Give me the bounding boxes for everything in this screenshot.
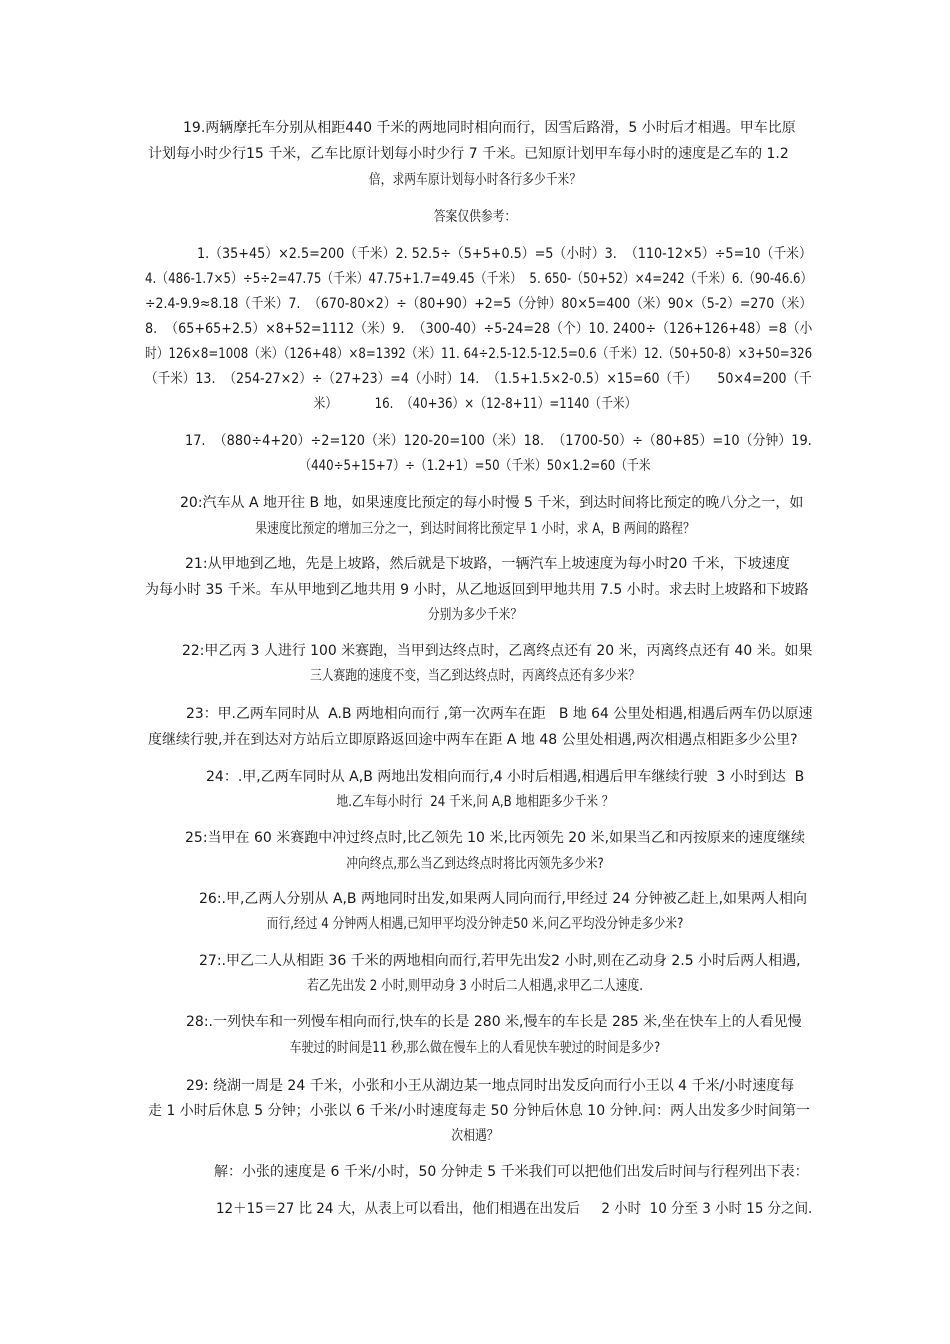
text-line: 倍，求两车原计划每小时各行多少千米？ bbox=[368, 172, 582, 188]
text-line: 1.（35+45）×2.5=200（千米）2. 52.5÷（5+5+0.5）=5（小时）3. （110-12×5）÷5=10（千米） bbox=[197, 246, 812, 262]
text-line: 时）126×8=1008（米）（126+48）×8=1392（米）11. 64÷2.5-12.5-12.5=0.6（千米）12.（50+50-8）×3+50=326 bbox=[145, 346, 813, 362]
text-line: 而行,经过 4 分钟两人相遇,已知甲平均没分钟走50 米,问乙平均没分钟走多少米? bbox=[266, 916, 684, 932]
text-line: 8. （65+65+2.5）×8+52=1112（米）9. （300-40）÷5-24=28（个）10. 2400÷（126+126+48）=8（小 bbox=[145, 321, 813, 337]
text-line: 26:.甲,乙两人分别从 A,B 两地同时出发,如果两人同向而行,甲经过 24 分钟被乙赶上,如果两人相向 bbox=[199, 891, 808, 907]
text-line: 果速度比预定的增加三分之一，到达时间将比预定早 1 小时，求 A，B 两间的路程？ bbox=[255, 521, 695, 537]
text-line: 三人赛跑的速度不变，当乙到达终点时，丙离终点还有多少米？ bbox=[309, 668, 641, 684]
text-line: 度继续行驶,并在到达对方站后立即原路返回途中两车在距 A 地 48 公里处相遇,两次相遇点相距多少公里? bbox=[148, 732, 798, 748]
text-line: 29: 绕湖一周是 24 千米，小张和小王从湖边某一地点同时出发反向而行小王以 4 千米/小时速度每 bbox=[186, 1078, 795, 1094]
text-line: 地.乙车每小时行 24 千米,问 A,B 地相距多少千米 ？ bbox=[336, 794, 614, 810]
text-line: （440÷5+15+7）÷（1.2+1）=50（千米）50×1.2=60（千米 bbox=[299, 458, 651, 474]
text-line: 次相遇？ bbox=[451, 1128, 499, 1144]
text-line: 27:.甲乙二人从相距 36 千米的两地相向而行,若甲先出发2 小时,则在乙动身 2.5 小时后两人相遇, bbox=[199, 953, 801, 969]
text-line: 25:当甲在 60 米赛跑中冲过终点时,比乙领先 10 米,比丙领先 20 米,如果当乙和丙按原来的速度继续 bbox=[185, 830, 806, 846]
text-line: 24：.甲,乙两车同时从 A,B 两地出发相向而行,4 小时后相遇,相遇后甲车继续行驶 3 小时到达 B bbox=[206, 769, 805, 785]
text-line: 车驶过的时间是11 秒,那么做在慢车上的人看见快车驶过的时间是多少? bbox=[289, 1040, 661, 1056]
text-line: 米） 16. （40+36）×（12-8+11）=1140（千米） bbox=[313, 396, 637, 412]
text-line: 28:.一列快车和一列慢车相向而行,快车的长是 280 米,慢车的车长是 285 米,坐在快车上的人看见慢 bbox=[186, 1014, 802, 1030]
text-line: 17. （880÷4+20）÷2=120（米）120-20=100（米）18. （1700-50）÷（80+85）=10（分钟）19. bbox=[185, 433, 812, 449]
text-line: 4.（486-1.7×5）÷5÷2=47.75（千米）47.75+1.7=49.45（千米） 5. 650-（50+52）×4=242（千米）6.（90-46.6） bbox=[145, 271, 813, 287]
text-line: 23：甲.乙两车同时从 A.B 两地相向而行 ,第一次两车在距 B 地 64 公里处相遇,相遇后两车仍以原速 bbox=[186, 706, 813, 722]
text-line: （千米）13. （254-27×2）÷（27+23）=4（小时）14. （1.5+1.5×2-0.5）×15=60（千） 50×4=200（千 bbox=[145, 371, 812, 387]
text-line: 分别为多少千米？ bbox=[427, 607, 523, 623]
text-line: 冲向终点,那么当乙到达终点时将比丙领先多少米? bbox=[346, 856, 604, 872]
text-line: 为每小时 35 千米。车从甲地到乙地共用 9 小时，从乙地返回到甲地共用 7.5 小时。求去时上坡路和下坡路 bbox=[145, 582, 809, 598]
text-line: 若乙先出发 2 小时,则甲动身 3 小时后二人相遇,求甲乙二人速度. bbox=[307, 978, 643, 994]
text-line: 20:汽车从 A 地开往 B 地，如果速度比预定的每小时慢 5 千米，到达时间将比预定的晚八分之一，如 bbox=[180, 495, 804, 511]
text-line: 22:甲乙丙 3 人进行 100 米赛跑，当甲到达终点时，乙离终点还有 20 米，丙离终点还有 40 米。如果 bbox=[182, 643, 813, 659]
text-line: 21:从甲地到乙地，先是上坡路，然后就是下坡路，一辆汽车上坡速度为每小时20 千米，下坡速度 bbox=[185, 556, 790, 572]
text-line: 走 1 小时后休息 5 分钟；小张以 6 千米/小时速度每走 50 分钟后休息 10 分钟.问：两人出发多少时间第一 bbox=[148, 1103, 811, 1119]
text-line: 解：小张的速度是 6 千米/小时，50 分钟走 5 千米我们可以把他们出发后时间与行程列出下表： bbox=[214, 1164, 809, 1180]
answer-heading: 答案仅供参考： bbox=[433, 209, 517, 225]
text-line: 19.两辆摩托车分别从相距440 千米的两地同时相向而行，因雪后路滑，5 小时后才相遇。甲车比原 bbox=[183, 120, 796, 136]
text-line: ÷2.4-9.9≈8.18（千米）7. （670-80×2）÷（80+90）+2=5（分钟）80×5=400（米）90×（5-2）=270（米） bbox=[145, 296, 812, 312]
text-line: 计划每小时少行15 千米，乙车比原计划每小时少行 7 千米。已知原计划甲车每小时的速度是乙车的 1.2 bbox=[148, 146, 789, 162]
text-line: 12＋15＝27 比 24 大，从表上可以看出，他们相遇在出发后 2 小时 10 分至 3 小时 15 分之间. bbox=[216, 1201, 813, 1217]
